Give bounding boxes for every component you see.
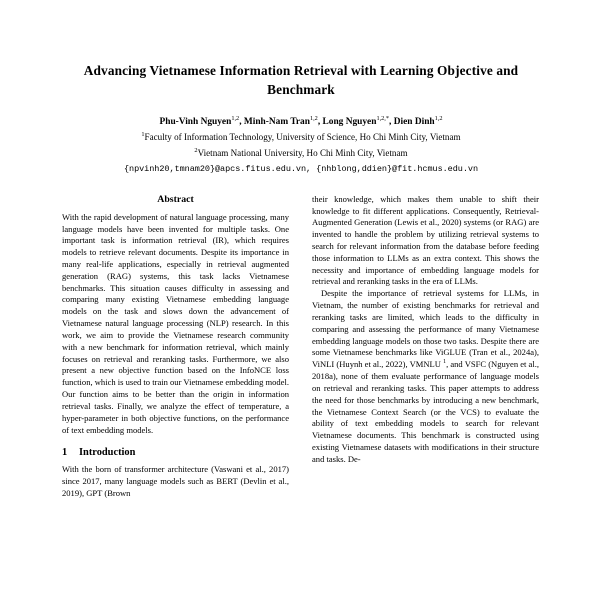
section-heading-introduction [62, 447, 289, 458]
author-entry [159, 114, 240, 127]
left-column [62, 194, 289, 500]
introduction-paragraph: With the born of transformer architecture (Vaswani et al., 2017) since 2017, many language models such as BERT (Devlin et al., 2019), GPT (Brown [62, 464, 289, 499]
author-name: Phu-Vinh Nguyen [159, 116, 232, 127]
abstract-text: With the rapid development of natural language processing, many language models have been invented for multiple tasks. One important task is information retrieval (IR), which requires models to retrieve relevant documents. Despite its importance in many real-life applications, especially in retrieval augmented generation (RAG) systems, this task lacks Vietnamese benchmarks. This situation causes difficulty in assessing and comparing many existing Vietnamese embedding language models on the task and slows down the advancement of Vietnamese natural language processing (NLP) research. In this work, we aim to provide the Vietnamese research community with a new benchmark for information retrieval, which mainly focuses on retrieval and reranking tasks. Furthermore, we also present a new objective function based on the InfoNCE loss function, which is used to train our Vietnamese embedding model. Our function aims to be better than the origin in information retrieval tasks. Finally, we analyze the effect of temperature, a hyper-parameter in both objective functions, on the performance of text embedding models. [62, 211, 289, 435]
author-affiliation-marker: 1,2 [434, 114, 443, 122]
author-affiliation-marker: 1,2 [231, 114, 240, 122]
author-entry [393, 114, 443, 127]
abstract-heading: Abstract [157, 193, 194, 205]
author-entry [322, 114, 390, 127]
right-column [312, 194, 539, 466]
section-number: 1 [62, 447, 68, 459]
affiliation-marker: 2 [194, 146, 198, 154]
author-affiliation-marker: 1,2,* [376, 114, 390, 122]
affiliation-line [62, 147, 540, 160]
paragraph-part-b: , and VSFC (Nguyen et al., 2018a), none of them evaluate performance of language models on retrieval and reranking tasks. This paper attempts to address the need for those benchmarks by introducing a new benchmark, the Vietnamese Context Search (or the VCS) to evaluate the ability of text embedding models to search for relevant Vietnamese documents. This benchmark is constructed using existing Vietnamese datasets with modifications in their structure and tasks. De- [312, 359, 540, 464]
author-name: Long Nguyen [322, 116, 377, 127]
author-emails: {npvinh20,tmnam20}@apcs.fitus.edu.vn, {nhblong,ddien}@fit.hcmus.edu.vn [123, 163, 479, 174]
footnote-marker: 1 [443, 359, 447, 366]
author-separator: , [389, 116, 394, 127]
author-separator: , [239, 116, 244, 127]
page-title: Advancing Vietnamese Information Retrieval with Learning Objective and Benchmark [83, 63, 519, 97]
author-name: Minh-Nam Tran [243, 116, 310, 127]
affiliation-text: Faculty of Information Technology, University of Science, Ho Chi Minh City, Vietnam [144, 131, 461, 142]
affiliation-marker: 1 [141, 130, 145, 138]
author-affiliation-marker: 1,2 [309, 114, 318, 122]
author-entry [243, 114, 318, 127]
section-title: Introduction [79, 447, 136, 459]
author-list [62, 116, 540, 128]
paragraph-part-a: Despite the importance of retrieval systems for LLMs, in Vietnam, the number of existing benchmarks for retrieval and reranking tasks are limited, which leads to the difficulty in comparing and assessing the performance of many Vietnamese embedding language models on those two tasks. Despite there are some Vietnamese benchmarks like ViGLUE (Tran et al., 2024a), ViNLI (Huynh et al., 2022), VMNLU [312, 288, 539, 370]
right-column-paragraph-2 [312, 288, 539, 465]
body-columns [62, 194, 540, 500]
author-name: Dien Dinh [393, 116, 435, 127]
right-column-paragraph-1: their knowledge, which makes them unable to shift their knowledge to fit different applications. Consequently, Retrieval-Augmented Generation (Lewis et al., 2020) systems (or RAG) are invented to handle the problem by utilizing retrieval systems to search for relevant information from the database before feeding those information to LLMs as an extra context. This shows the necessity and importance of embedding language models for retrieval and reranking tasks in the era of LLMs. [312, 193, 539, 287]
author-separator: , [317, 116, 323, 127]
affiliation-text: Vietnam National University, Ho Chi Minh City, Vietnam [197, 147, 408, 158]
page-content [62, 62, 540, 500]
affiliation-line [62, 131, 540, 144]
